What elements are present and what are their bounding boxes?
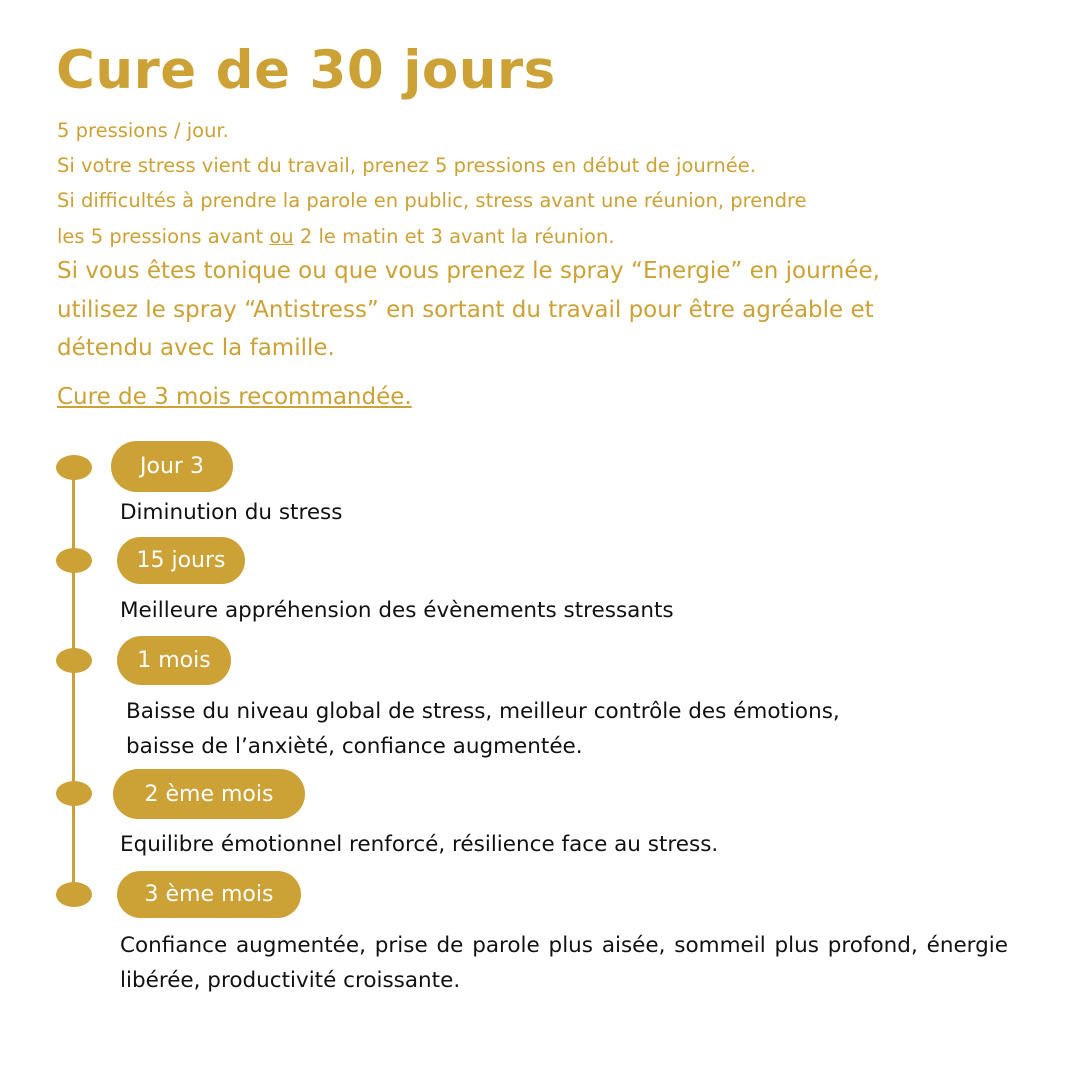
timeline-dot <box>56 548 92 573</box>
instruction-part: 2 le matin et 3 avant la réunion. <box>293 225 615 248</box>
timeline-text: Baisse du niveau global de stress, meilleur contrôle des émotions, <box>126 699 840 724</box>
timeline-badge: 2 ème mois <box>113 769 305 819</box>
timeline-dot <box>56 781 92 806</box>
instruction-line: 5 pressions / jour. <box>57 119 229 142</box>
timeline-badge: 15 jours <box>117 537 245 584</box>
timeline-line <box>72 467 75 895</box>
instruction-line <box>57 225 615 248</box>
instruction-part: les 5 pressions avant <box>57 225 270 248</box>
timeline-badge: 1 mois <box>117 636 231 685</box>
timeline-badge: Jour 3 <box>111 441 233 492</box>
instruction-line: Si votre stress vient du travail, prenez 5 pressions en début de journée. <box>57 154 756 177</box>
timeline-text: Meilleure appréhension des évènements stressants <box>120 598 674 623</box>
timeline-badge: 3 ème mois <box>117 871 301 918</box>
timeline-dot <box>56 455 92 480</box>
timeline-dot <box>56 882 92 907</box>
instruction-line: utilisez le spray “Antistress” en sortant du travail pour être agréable et <box>57 297 874 323</box>
instruction-line: Si vous êtes tonique ou que vous prenez le spray “Energie” en journée, <box>57 258 880 284</box>
timeline-text: Diminution du stress <box>120 500 343 525</box>
instruction-or: ou <box>269 225 294 248</box>
recommendation: Cure de 3 mois recommandée. <box>57 384 412 410</box>
timeline-text: Confiance augmentée, prise de parole plus aisée, sommeil plus profond, énergie libérée, productivité croissante. <box>120 933 1008 993</box>
timeline-text: Equilibre émotionnel renforcé, résilience face au stress. <box>120 832 719 857</box>
instruction-line: détendu avec la famille. <box>57 335 335 361</box>
instruction-line: Si difficultés à prendre la parole en public, stress avant une réunion, prendre <box>57 189 807 212</box>
timeline-dot <box>56 648 92 673</box>
timeline-text: baisse de l’anxièté, confiance augmentée. <box>126 734 583 759</box>
page-title: Cure de 30 jours <box>56 40 556 101</box>
